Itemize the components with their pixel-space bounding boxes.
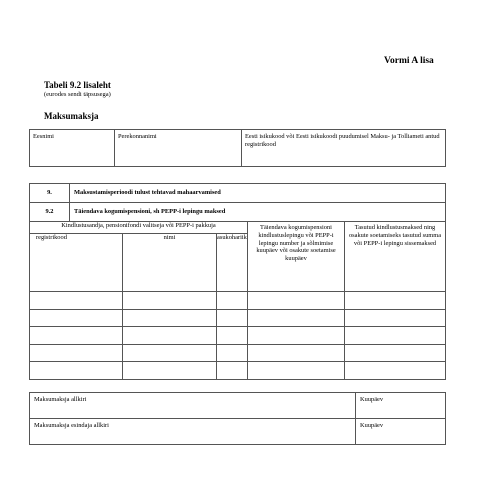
country-cell[interactable] — [217, 344, 248, 362]
payer-date-label: Kuupäev — [360, 396, 384, 403]
payer-heading: Maksumaksja — [44, 111, 99, 121]
contract-date-cell[interactable] — [248, 344, 345, 362]
last-name-field[interactable] — [115, 130, 242, 167]
deductions-table — [29, 183, 446, 380]
representative-signature-label: Maksumaksja esindaja allkiri — [34, 422, 109, 429]
section-9-title: Maksustamisperioodi tulust tehtavad mahaarvamised — [70, 184, 446, 203]
paid-sum-header: Tasutud kindlustusmaksed ning osakute soetamiseks tasutud summa või PEPP-i lepingu sissemaksed — [345, 222, 446, 292]
payer-name-table — [29, 129, 446, 167]
section-9-2-title: Täiendava kogumispensioni, sh PEPP-i lepingu maksed — [70, 203, 446, 222]
table-row — [30, 309, 446, 327]
payer-signature-label: Maksumaksja allkiri — [34, 396, 87, 403]
table-row — [30, 292, 446, 310]
reg-code-cell[interactable] — [30, 327, 123, 345]
paid-sum-cell[interactable] — [345, 362, 446, 380]
name-cell[interactable] — [123, 344, 217, 362]
section-9-2-row — [30, 203, 446, 222]
page-title: Tabeli 9.2 lisaleht — [44, 80, 111, 90]
contract-date-header: Täiendava kogumispensioni kindlustuslepingu või PEPP-i lepingu number ja sõlmimise kuupäev või osakute soetamise kuupäev — [248, 222, 345, 292]
section-9-2-number: 9.2 — [30, 203, 70, 222]
payer-signature-field[interactable] — [30, 393, 356, 419]
name-cell[interactable] — [123, 309, 217, 327]
first-name-label: Eesnimi — [33, 133, 54, 140]
id-code-field[interactable] — [242, 130, 446, 167]
reg-code-cell[interactable] — [30, 309, 123, 327]
page-subtitle: (eurodes sendi täpsusega) — [44, 91, 111, 98]
section-9-number: 9. — [30, 184, 70, 203]
representative-date-field[interactable] — [356, 419, 446, 445]
contract-date-cell[interactable] — [248, 309, 345, 327]
last-name-label: Perekonnanimi — [118, 133, 157, 140]
reg-code-cell[interactable] — [30, 292, 123, 310]
section-9-row — [30, 184, 446, 203]
table-row — [30, 362, 446, 380]
paid-sum-cell[interactable] — [345, 344, 446, 362]
name-cell[interactable] — [123, 292, 217, 310]
country-cell[interactable] — [217, 292, 248, 310]
contract-date-cell[interactable] — [248, 292, 345, 310]
contract-date-cell[interactable] — [248, 362, 345, 380]
reg-code-cell[interactable] — [30, 344, 123, 362]
fund-group-header: Kindlustusandja, pensionifondi valitseja või PEPP-i pakkuja — [30, 222, 248, 234]
id-code-label: Eesti isikukood või Eesti isikukoodi puudumisel Maksu- ja Tolliameti antud registrikood — [245, 133, 440, 148]
payer-date-field[interactable] — [356, 393, 446, 419]
contract-date-cell[interactable] — [248, 327, 345, 345]
form-label: Vormi A lisa — [384, 56, 434, 66]
table-row — [30, 344, 446, 362]
representative-signature-field[interactable] — [30, 419, 356, 445]
signature-table — [29, 392, 446, 445]
country-cell[interactable] — [217, 327, 248, 345]
country-cell[interactable] — [217, 362, 248, 380]
paid-sum-cell[interactable] — [345, 309, 446, 327]
name-header: nimi — [123, 234, 217, 292]
paid-sum-cell[interactable] — [345, 292, 446, 310]
country-header: asukohariik — [217, 234, 248, 292]
reg-code-header: registrikood — [30, 234, 123, 292]
country-cell[interactable] — [217, 309, 248, 327]
paid-sum-cell[interactable] — [345, 327, 446, 345]
name-cell[interactable] — [123, 327, 217, 345]
first-name-field[interactable] — [30, 130, 115, 167]
table-row — [30, 327, 446, 345]
name-cell[interactable] — [123, 362, 217, 380]
representative-date-label: Kuupäev — [360, 422, 384, 429]
reg-code-cell[interactable] — [30, 362, 123, 380]
